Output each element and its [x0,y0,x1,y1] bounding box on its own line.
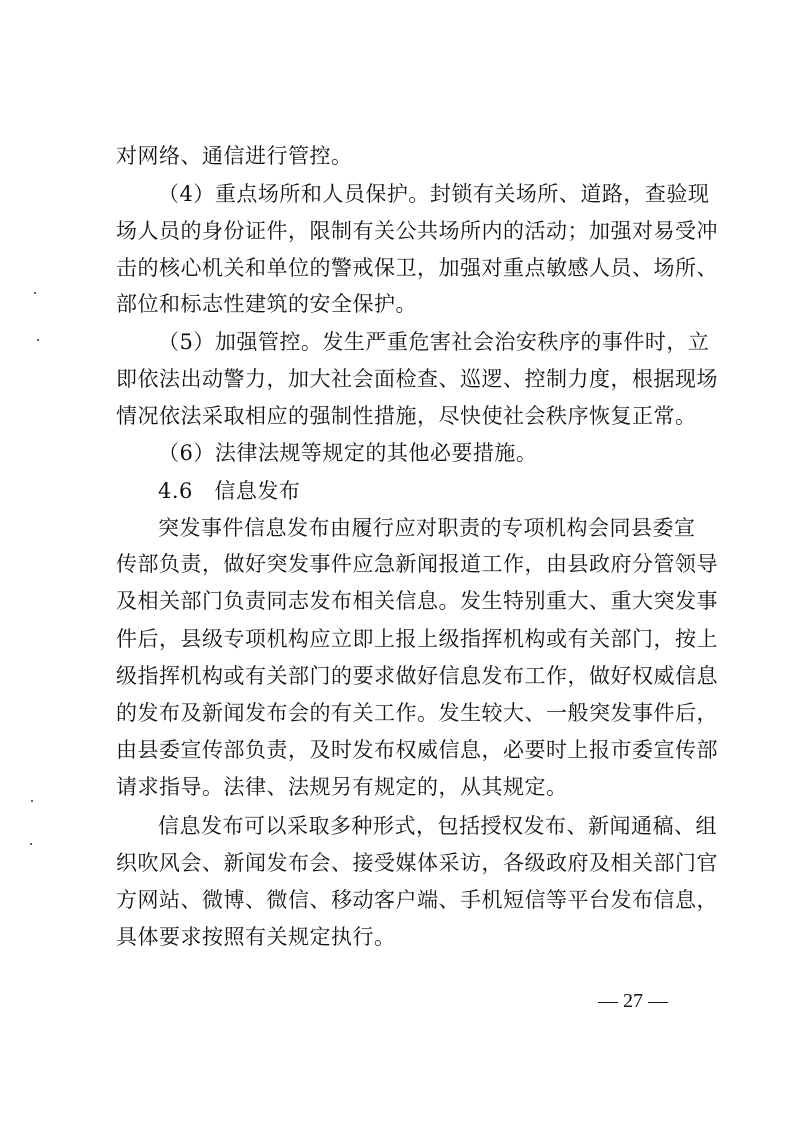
section-heading: 4.6 信息发布 [158,479,301,503]
text-line: 即依法出动警力，加大社会面检查、巡逻、控制力度，根据现场 [116,367,718,391]
text-line: 情况依法采取相应的强制性措施，尽快使社会秩序恢复正常。 [116,404,697,428]
text-line: 件后，县级专项机构应立即上报上级指挥机构或有关部门，按上 [116,627,718,651]
text-line: 击的核心机关和单位的警戒保卫，加强对重点敏感人员、场所、 [116,256,718,280]
margin-mark [30,843,32,845]
text-line: 织吹风会、新闻发布会、接受媒体采访，各级政府及相关部门官 [116,851,718,875]
text-line: 级指挥机构或有关部门的要求做好信息发布工作，做好权威信息 [116,664,718,688]
text-line: 对网络、通信进行管控。 [116,144,353,168]
text-line: 信息发布可以采取多种形式，包括授权发布、新闻通稿、组 [158,814,717,838]
text-line: 传部负责，做好突发事件应急新闻报道工作，由县政府分管领导 [116,552,718,576]
text-line: （5）加强管控。发生严重危害社会治安秩序的事件时，立 [158,330,710,354]
text-line: 具体要求按照有关规定执行。 [116,925,396,949]
margin-mark [31,800,33,802]
text-line: 及相关部门负责同志发布相关信息。发生特别重大、重大突发事 [116,589,718,613]
text-line: 的发布及新闻发布会的有关工作。发生较大、一般突发事件后， [116,701,718,725]
text-line: （4）重点场所和人员保护。封锁有关场所、道路，查验现 [158,182,710,206]
text-line: 场人员的身份证件，限制有关公共场所内的活动；加强对易受冲 [116,219,718,243]
margin-mark [37,339,39,341]
margin-mark [34,292,36,294]
text-line: 由县委宣传部负责，及时发布权威信息，必要时上报市委宣传部 [116,738,718,762]
text-line: 请求指导。法律、法规另有规定的，从其规定。 [116,775,568,799]
text-line: （6）法律法规等规定的其他必要措施。 [158,441,538,465]
text-line: 突发事件信息发布由履行应对职责的专项机构会同县委宣 [158,516,696,540]
page-number: — 27 — [598,990,668,1012]
text-line: 方网站、微博、微信、移动客户端、手机短信等平台发布信息， [116,888,718,912]
text-line: 部位和标志性建筑的安全保护。 [116,292,417,316]
